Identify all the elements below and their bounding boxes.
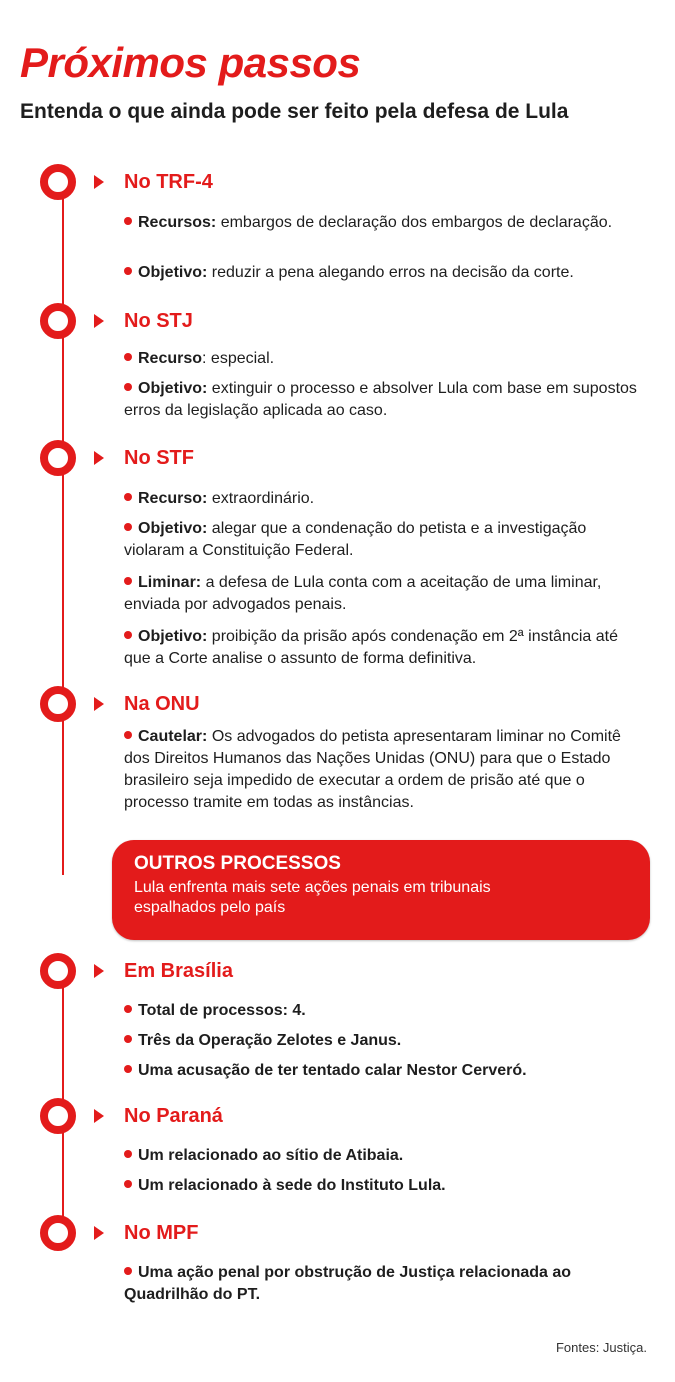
list-item: Total de processos: 4. (124, 1000, 644, 1022)
list-item: Objetivo: proibição da prisão após condenação em 2ª instância até que a Corte analise o assunto de forma definitiva. (124, 628, 618, 667)
arrow-right-icon (94, 175, 104, 189)
arrow-right-icon (94, 314, 104, 328)
arrow-right-icon (94, 697, 104, 711)
page-title: Próximos passos (20, 39, 361, 86)
other-processes-title: OUTROS PROCESSOS (134, 853, 341, 874)
bullet-icon (124, 353, 132, 361)
list-item: Recursos: embargos de declaração dos embargos de declaração. (124, 212, 644, 234)
arrow-right-icon (94, 1109, 104, 1123)
arrow-right-icon (94, 964, 104, 978)
bullet-icon (124, 631, 132, 639)
ring-icon (40, 686, 76, 722)
section-heading-stj: No STJ (124, 310, 193, 332)
ring-icon (40, 953, 76, 989)
bullet-icon (124, 1150, 132, 1158)
bullet-icon (124, 383, 132, 391)
list-item: Uma ação penal por obstrução de Justiça relacionada ao Quadrilhão do PT. (124, 1264, 572, 1303)
section-heading-mpf: No MPF (124, 1222, 199, 1244)
list-item: Objetivo: alegar que a condenação do petista e a investigação violaram a Constituição Federal. (124, 520, 587, 559)
arrow-right-icon (94, 1226, 104, 1240)
section-heading-stf: No STF (124, 447, 194, 469)
list-item: Objetivo: reduzir a pena alegando erros na decisão da corte. (124, 262, 644, 284)
bullet-icon (124, 267, 132, 275)
list-item: Objetivo: extinguir o processo e absolver Lula com base em supostos erros da legislação aplicada ao caso. (124, 380, 637, 419)
ring-icon (40, 164, 76, 200)
section-heading-parana: No Paraná (124, 1105, 223, 1127)
section-heading-trf4: No TRF-4 (124, 171, 213, 193)
sources-footer: Fontes: Justiça. (555, 1340, 647, 1355)
timeline-line-2 (62, 960, 64, 1230)
ring-icon (40, 1098, 76, 1134)
ring-icon (40, 303, 76, 339)
bullet-icon (124, 1180, 132, 1188)
bullet-icon (124, 1065, 132, 1073)
other-processes-text: Lula enfrenta mais sete ações penais em tribunais espalhados pelo país (134, 879, 491, 916)
list-item: Cautelar: Os advogados do petista apresentaram liminar no Comitê dos Direitos Humanos das Nações Unidas (ONU) para que o Estado brasileiro seja impedido de executar a ordem de prisão até que o processo tramite em todas as instâncias. (124, 728, 621, 811)
list-item: Liminar: a defesa de Lula conta com a aceitação de uma liminar, enviada por advogados penais. (124, 574, 602, 613)
bullet-icon (124, 523, 132, 531)
list-item: Recurso: especial. (124, 348, 644, 370)
list-item: Recurso: extraordinário. (124, 488, 644, 510)
bullet-icon (124, 577, 132, 585)
bullet-icon (124, 493, 132, 501)
list-item: Um relacionado à sede do Instituto Lula. (124, 1175, 644, 1197)
timeline-line-1 (62, 190, 64, 875)
bullet-icon (124, 1267, 132, 1275)
page-subtitle: Entenda o que ainda pode ser feito pela defesa de Lula (20, 100, 569, 123)
list-item: Um relacionado ao sítio de Atibaia. (124, 1145, 644, 1167)
other-processes-box (112, 840, 650, 940)
arrow-right-icon (94, 451, 104, 465)
bullet-icon (124, 1035, 132, 1043)
list-item: Três da Operação Zelotes e Janus. (124, 1030, 644, 1052)
bullet-icon (124, 1005, 132, 1013)
bullet-icon (124, 731, 132, 739)
section-heading-brasilia: Em Brasília (124, 960, 233, 982)
ring-icon (40, 1215, 76, 1251)
ring-icon (40, 440, 76, 476)
section-heading-onu: Na ONU (124, 693, 200, 715)
bullet-icon (124, 217, 132, 225)
list-item: Uma acusação de ter tentado calar Nestor Cerveró. (124, 1060, 644, 1082)
